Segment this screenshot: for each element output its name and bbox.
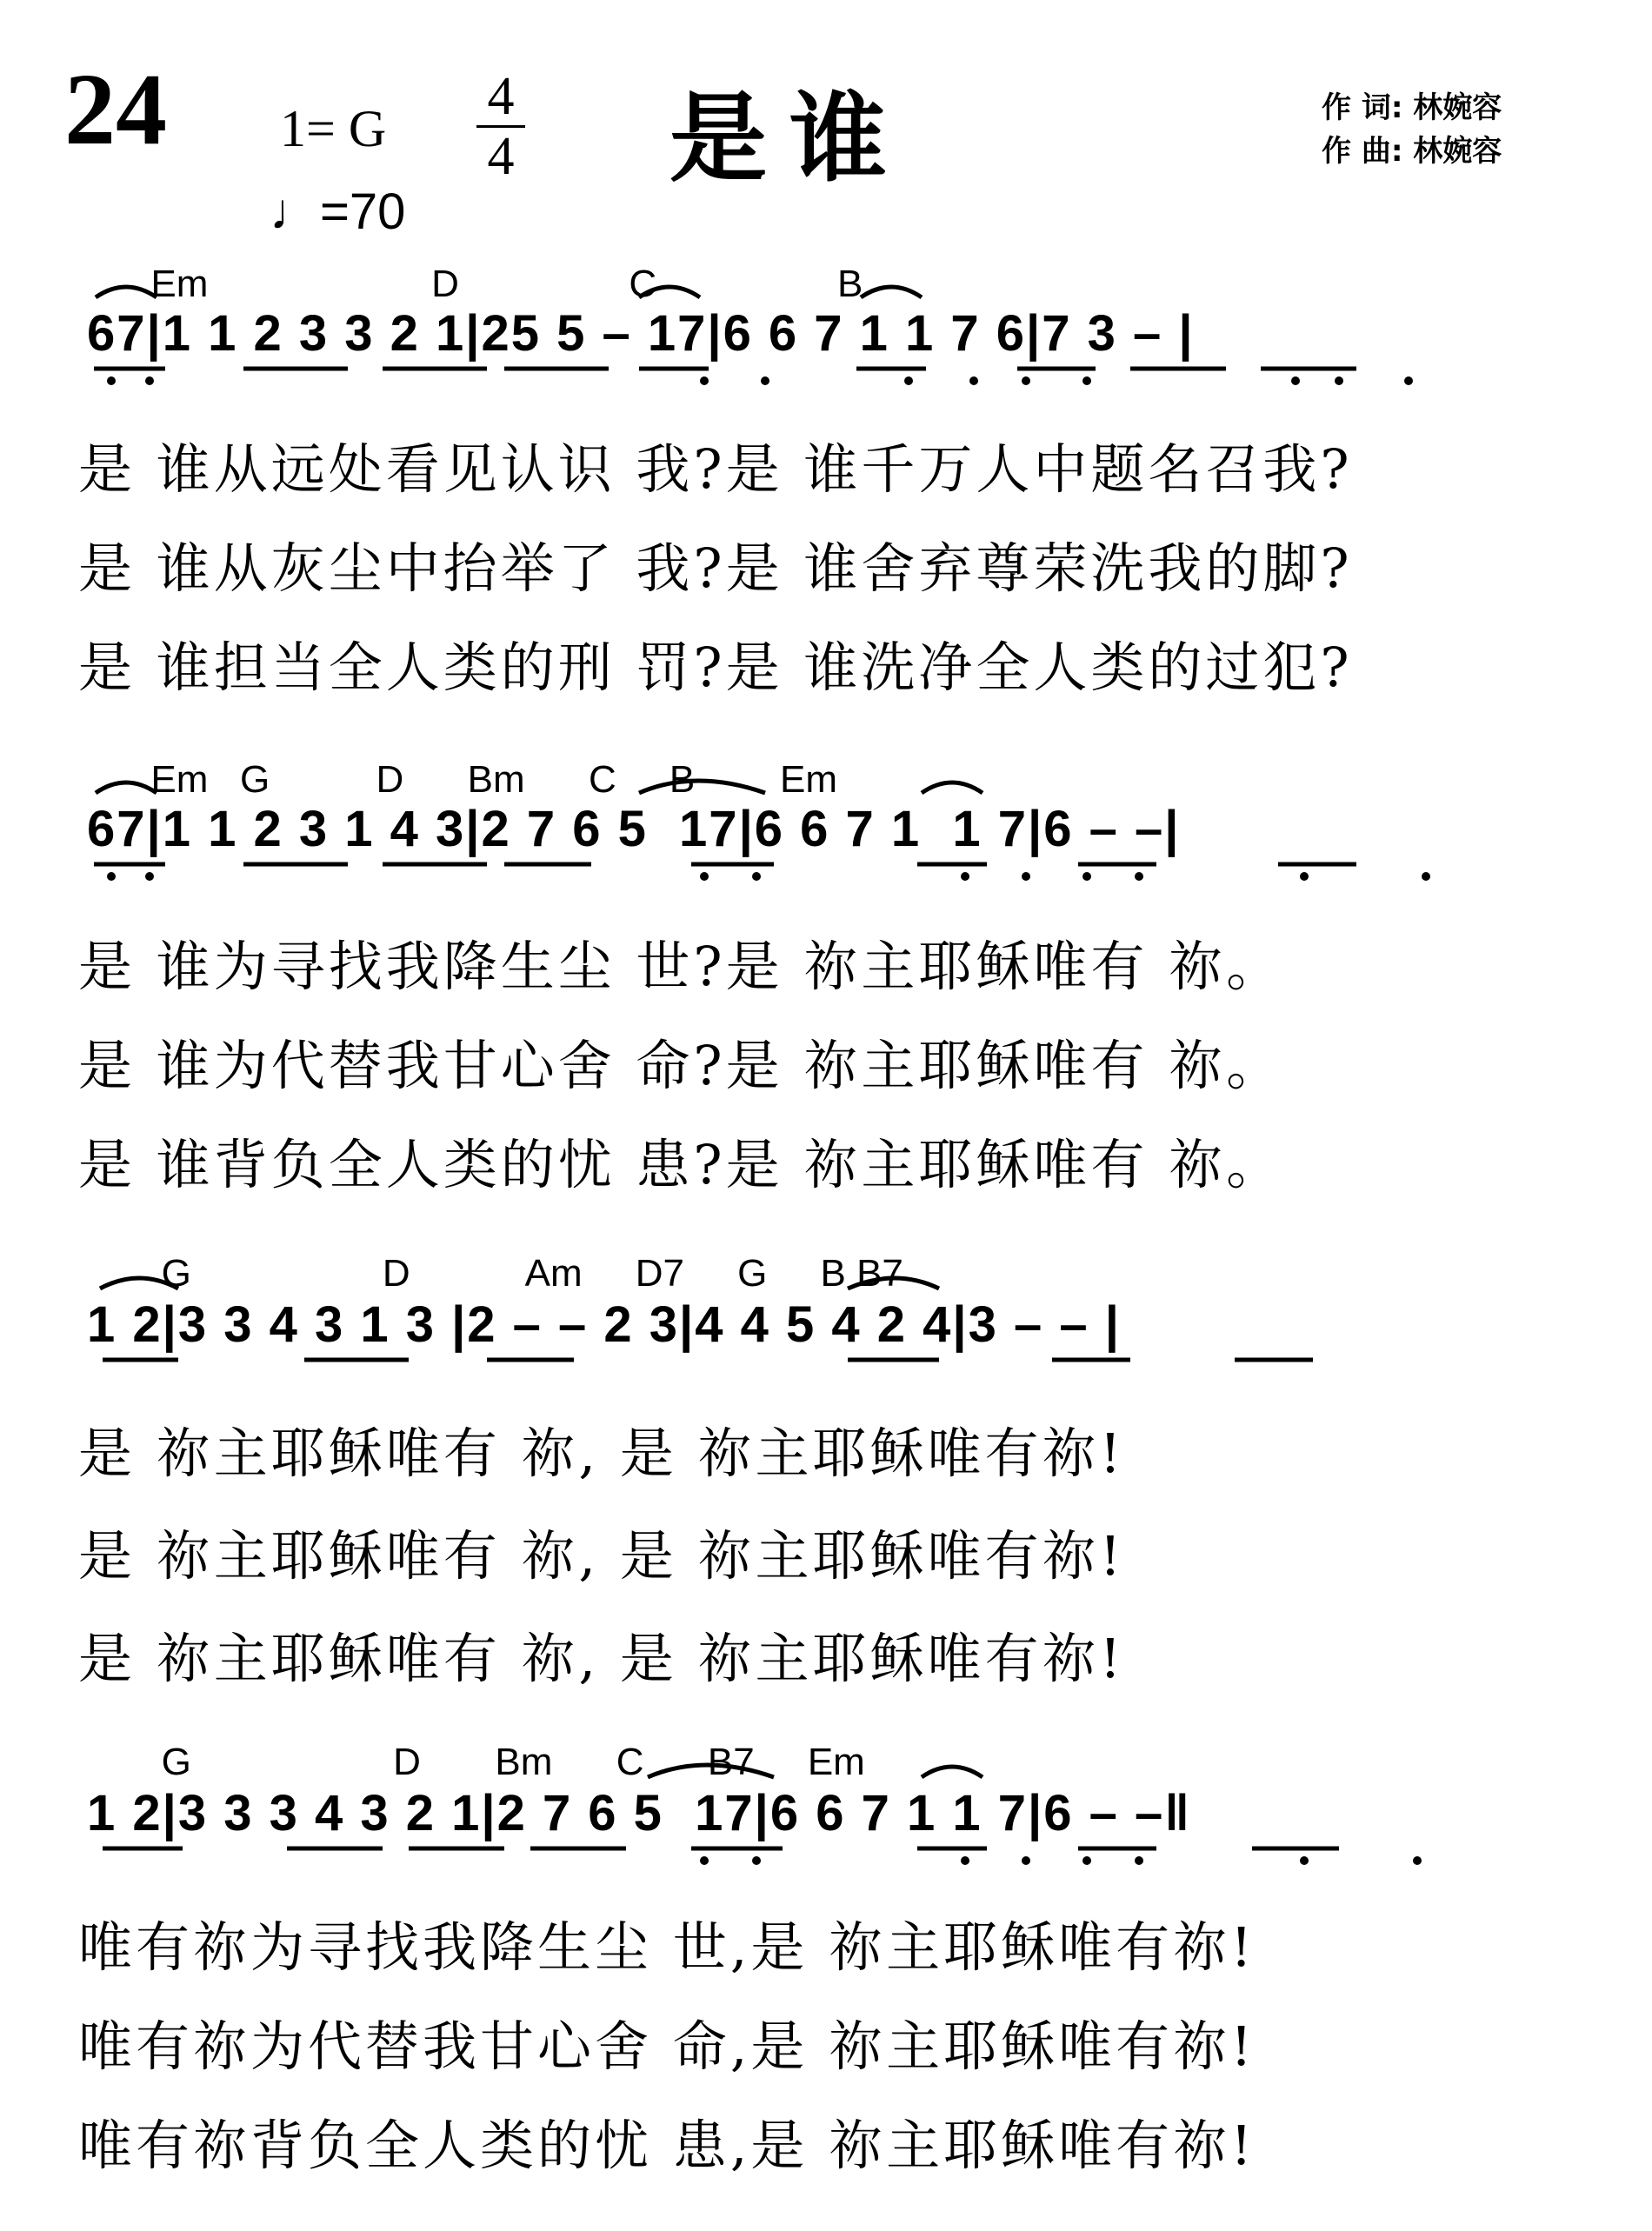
tempo-marking: ♩=70 (270, 183, 406, 240)
lyric-line-1-verse-1: 是 谁从远处看见认识 我?是 谁千万人中题名召我? (78, 437, 1353, 501)
notation-line-2: 67|1 1 2 3 1 4 3|2 7 6 5 17|6 6 7 1 1 7|6 – –| (87, 801, 1181, 857)
lyric-line-3-verse-3: 是 祢主耶稣唯有 祢, 是 祢主耶稣唯有祢! (78, 1627, 1125, 1690)
song-title: 是谁 (669, 83, 909, 196)
chord-line-2: Em G D Bm C B Em (87, 758, 838, 801)
lyric-line-1-verse-2: 是 谁从灰尘中抬举了 我?是 谁舍弃尊荣洗我的脚? (78, 536, 1353, 600)
lyricist-credit: 作 词: 林婉容 (1322, 90, 1502, 125)
chord-line-3: G D Am D7 G B B7 (87, 1252, 903, 1295)
song-number: 24 (64, 52, 167, 166)
slur-marks (96, 287, 983, 1777)
lyric-line-4-verse-1: 唯有祢为寻找我降生尘 世,是 祢主耶稣唯有祢! (78, 1915, 1256, 1979)
lyric-line-2-verse-1: 是 谁为寻找我降生尘 世?是 祢主耶稣唯有 祢。 (78, 935, 1284, 998)
notation-line-4: 1 2|3 3 3 4 3 2 1|2 7 6 5 17|6 6 7 1 1 7|6 – –‖ (87, 1785, 1192, 1841)
time-signature-bottom: 4 (487, 127, 515, 186)
beam-underlines (94, 369, 1356, 1848)
chord-line-1: Em D C B (87, 263, 863, 305)
lyric-line-1-verse-3: 是 谁担当全人类的刑 罚?是 谁洗净全人类的过犯? (78, 636, 1353, 699)
octave-dots (107, 376, 1430, 1865)
lyric-line-2-verse-3: 是 谁背负全人类的忧 患?是 祢主耶稣唯有 祢。 (78, 1133, 1284, 1196)
composer-credit: 作 曲: 林婉容 (1322, 134, 1502, 169)
lyric-line-4-verse-3: 唯有祢背负全人类的忧 患,是 祢主耶稣唯有祢! (78, 2114, 1256, 2177)
notation-line-3: 1 2|3 3 4 3 1 3 |2 – – 2 3|4 4 5 4 2 4|3 – – | (87, 1296, 1121, 1353)
time-signature-top: 4 (487, 67, 515, 126)
notation-line-1: 67|1 1 2 3 3 2 1|25 5 – 17|6 6 7 1 1 7 6|7 3 – | (87, 305, 1195, 362)
lyric-line-4-verse-2: 唯有祢为代替我甘心舍 命,是 祢主耶稣唯有祢! (78, 2015, 1256, 2078)
lyric-line-3-verse-2: 是 祢主耶稣唯有 祢, 是 祢主耶稣唯有祢! (78, 1524, 1125, 1588)
lyric-line-2-verse-2: 是 谁为代替我甘心舍 命?是 祢主耶稣唯有 祢。 (78, 1034, 1284, 1097)
lyric-line-3-verse-1: 是 祢主耶稣唯有 祢, 是 祢主耶稣唯有祢! (78, 1422, 1125, 1485)
chord-line-4: G D Bm C B7 Em (87, 1741, 865, 1783)
key-signature: 1= G (280, 100, 387, 157)
